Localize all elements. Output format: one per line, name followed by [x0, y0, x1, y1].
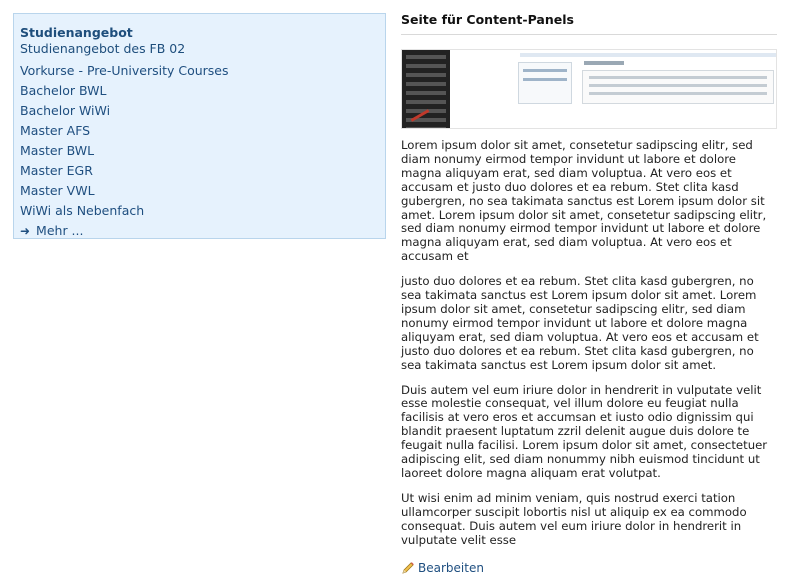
link-master-egr[interactable]: Master EGR: [20, 163, 93, 178]
content-panel-screenshot-image: [401, 49, 777, 129]
edit-label: Bearbeiten: [418, 561, 484, 575]
link-master-vwl[interactable]: Master VWL: [20, 183, 95, 198]
link-master-afs[interactable]: Master AFS: [20, 123, 91, 138]
link-bachelor-wiwi[interactable]: Bachelor WiWi: [20, 103, 111, 118]
paragraph-1: Lorem ipsum dolor sit amet, consetetur sadipscing elitr, sed diam nonumy eirmod tempor invidunt ut labore et dolore magna aliquyam erat, sed diam voluptua. At vero eos et accusam et justo duo dolores et ea rebum. Stet clita kasd gubergren, no sea takimata sanctus est Lorem ipsum dolor sit amet. Lorem ipsum dolor sit amet, consetetur sadipscing elitr, sed diam nonumy eirmod tempor invidunt ut labore et dolore magna aliquyam erat, sed diam voluptua. At vero eos et accusam et: [401, 138, 767, 264]
paragraph-2: justo duo dolores et ea rebum. Stet clita kasd gubergren, no sea takimata sanctus est Lorem ipsum dolor sit amet. Lorem ipsum dolor sit amet, consetetur sadipscing elitr, sed diam nonumy eirmod tempor invidunt ut labore et dolore magna aliquyam erat, sed diam voluptua. At vero eos et accusam et justo duo dolores et ea rebum. Stet clita kasd gubergren, no sea takimata sanctus est Lorem ipsum dolor sit amet.: [401, 274, 759, 372]
edit-link[interactable]: [401, 561, 777, 575]
study-programs-panel: [13, 13, 386, 239]
more-link[interactable]: [20, 221, 385, 241]
page-title: Seite für Content-Panels: [401, 12, 777, 35]
paragraph-3: Duis autem vel eum iriure dolor in hendrerit in vulputate velit esse molestie consequat, vel illum dolore eu feugiat nulla facilisis at vero eros et accumsan et iusto odio dignissim qui blandit praesent luptatum zzril delenit augue duis dolore te feugait nulla facilisi. Lorem ipsum dolor sit amet, consectetuer adipiscing elit, sed diam nonummy nibh euismod tincidunt ut laoreet dolore magna aliquam erat volutpat.: [401, 382, 768, 480]
link-master-bwl[interactable]: Master BWL: [20, 143, 95, 158]
link-bachelor-bwl[interactable]: Bachelor BWL: [20, 83, 107, 98]
arrow-right-icon: ➜: [20, 224, 31, 238]
more-label: Mehr ...: [36, 223, 84, 238]
link-wiwi-nebenfach[interactable]: WiWi als Nebenfach: [20, 203, 145, 218]
pencil-icon: [401, 561, 415, 575]
panel-subtitle: Studienangebot des FB 02: [20, 41, 186, 56]
link-vorkurse[interactable]: Vorkurse - Pre-University Courses: [20, 63, 229, 78]
panel-title: Studienangebot: [20, 25, 133, 40]
paragraph-4: Ut wisi enim ad minim veniam, quis nostrud exerci tation ullamcorper suscipit lobortis nisl ut aliquip ex ea commodo consequat. Duis autem vel eum iriure dolor in hendrerit in vulputate velit esse: [401, 490, 747, 547]
content-column: [401, 12, 777, 575]
